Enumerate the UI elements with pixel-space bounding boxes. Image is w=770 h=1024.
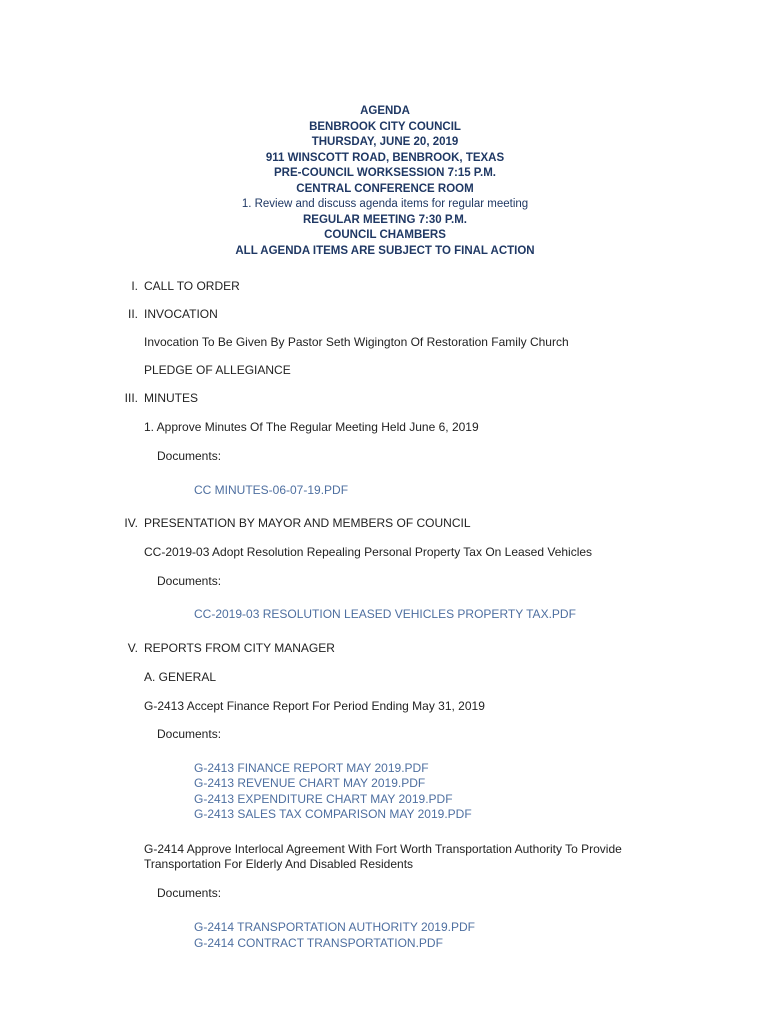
section-number: I.: [131, 279, 138, 293]
pledge-text: PLEDGE OF ALLEGIANCE: [144, 363, 291, 377]
header-final-action: ALL AGENDA ITEMS ARE SUBJECT TO FINAL ACTION: [235, 244, 535, 257]
header-chambers: COUNCIL CHAMBERS: [324, 229, 446, 241]
document-link[interactable]: G-2413 FINANCE REPORT MAY 2019.PDF: [194, 761, 429, 775]
section-title: PRESENTATION BY MAYOR AND MEMBERS OF COUNCIL: [144, 516, 471, 530]
section-minutes: [112, 391, 198, 407]
documents-label: Documents:: [157, 449, 222, 463]
documents-label: Documents:: [157, 727, 222, 741]
interlocal-item-line2: Transportation For Elderly And Disabled Residents: [144, 857, 414, 871]
section-number: III.: [124, 391, 138, 405]
header-address: 911 WINSCOTT ROAD, BENBROOK, TEXAS: [265, 151, 505, 164]
invocation-text: Invocation To Be Given By Pastor Seth Wigington Of Restoration Family Church: [144, 335, 569, 349]
section-title: REPORTS FROM CITY MANAGER: [144, 641, 335, 655]
documents-label: Documents:: [157, 574, 222, 588]
section-title: INVOCATION: [144, 307, 218, 321]
section-number: V.: [127, 641, 138, 655]
document-link[interactable]: G-2414 CONTRACT TRANSPORTATION.PDF: [194, 936, 443, 950]
section-invocation: [112, 307, 218, 323]
section-call-to-order: [112, 279, 240, 295]
section-title: MINUTES: [144, 391, 198, 405]
subsection-general: A. GENERAL: [144, 670, 217, 684]
documents-label: Documents:: [157, 886, 222, 900]
document-link[interactable]: G-2413 EXPENDITURE CHART MAY 2019.PDF: [194, 792, 453, 806]
agenda-header: [0, 104, 770, 259]
document-link[interactable]: G-2414 TRANSPORTATION AUTHORITY 2019.PDF: [194, 920, 475, 934]
document-link[interactable]: G-2413 SALES TAX COMPARISON MAY 2019.PDF: [194, 807, 472, 821]
header-council: BENBROOK CITY COUNCIL: [309, 120, 461, 133]
minutes-item: 1. Approve Minutes Of The Regular Meeting Held June 6, 2019: [144, 420, 479, 434]
document-link[interactable]: G-2413 REVENUE CHART MAY 2019.PDF: [194, 776, 426, 790]
header-title: AGENDA: [360, 105, 410, 117]
interlocal-item-line1: G-2414 Approve Interlocal Agreement With Fort Worth Transportation Authority To Provide: [144, 842, 622, 856]
section-number: II.: [127, 307, 138, 321]
header-worksession: PRE-COUNCIL WORKSESSION 7:15 P.M.: [274, 167, 496, 179]
presentation-item: CC-2019-03 Adopt Resolution Repealing Personal Property Tax On Leased Vehicles: [144, 545, 593, 559]
header-review-item: 1. Review and discuss agenda items for regular meeting: [241, 198, 529, 210]
header-regular-meeting: REGULAR MEETING 7:30 P.M.: [302, 213, 467, 226]
finance-report-item: G-2413 Accept Finance Report For Period Ending May 31, 2019: [144, 699, 485, 713]
section-title: CALL TO ORDER: [144, 279, 240, 293]
document-link[interactable]: CC MINUTES-06-07-19.PDF: [194, 483, 349, 497]
header-room: CENTRAL CONFERENCE ROOM: [296, 182, 474, 195]
section-number: IV.: [124, 516, 138, 530]
section-reports: [112, 641, 335, 657]
document-link[interactable]: CC-2019-03 RESOLUTION LEASED VEHICLES PROPERTY TAX.PDF: [194, 607, 576, 621]
header-date: THURSDAY, JUNE 20, 2019: [311, 136, 459, 148]
section-presentation: [112, 516, 471, 532]
